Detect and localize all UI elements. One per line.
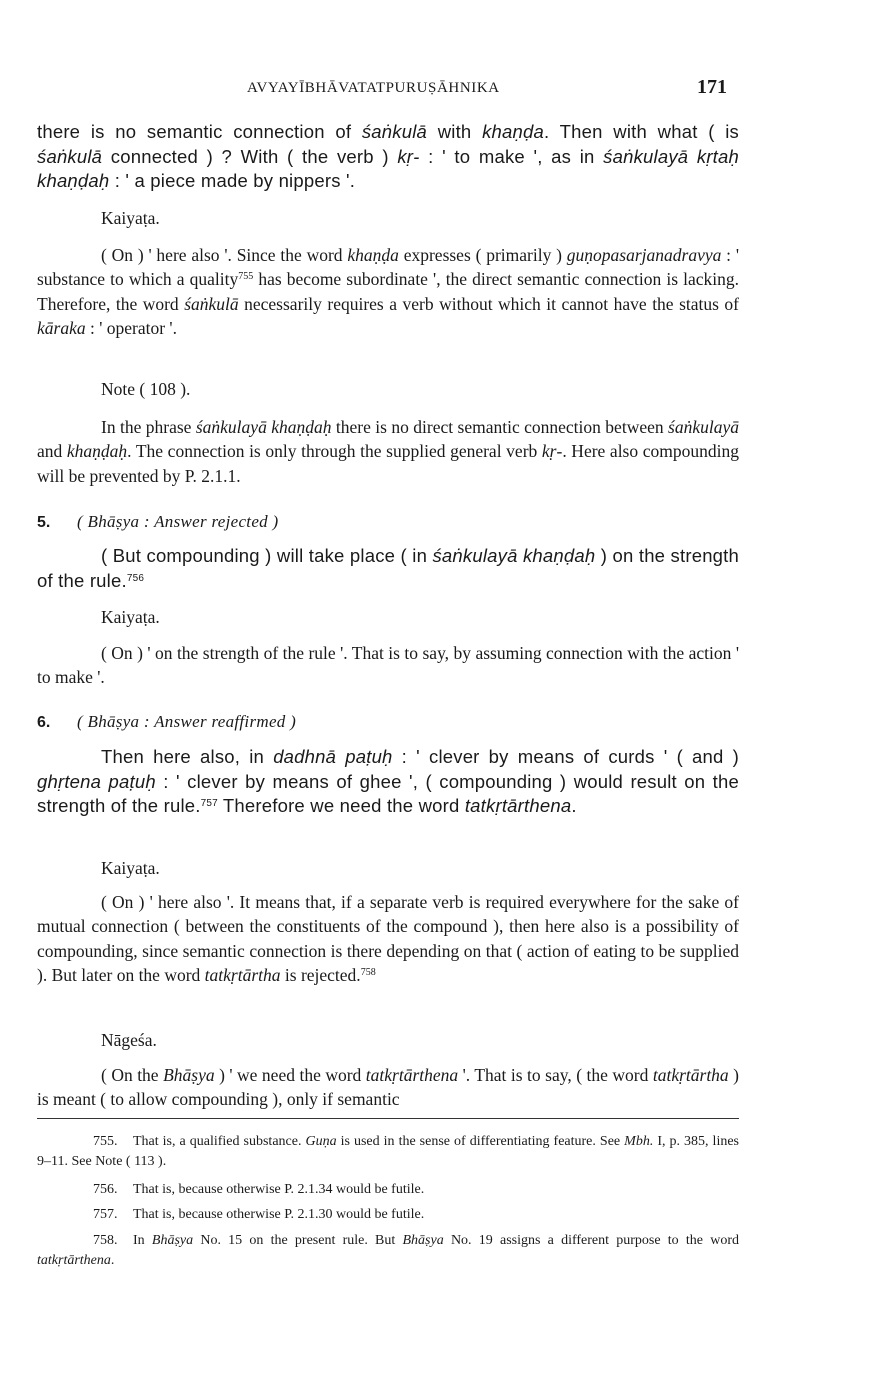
kaiyata-label: Kaiyaṭa.: [101, 858, 160, 878]
page-number: 171: [697, 76, 727, 98]
paragraph-kaiyata-1: ( On ) ' here also '. Since the word khaṇḍa expresses ( primarily ) guṇopasarjanadravya : ' substance to which a quality$^{755}$ has become subordinate ', the direct semantic connection is lacking. Therefore, the word śaṅkulā necessarily requires a verb without which it cannot have the status of kāraka : ' operator '.: [37, 245, 739, 338]
section-6-heading: 6. ( Bhāṣya : Answer reaffirmed ): [37, 712, 297, 731]
paragraph-note-108: In the phrase śaṅkulayā khaṇḍaḥ there is no direct semantic connection between śaṅkulayā and khaṇḍaḥ. The connection is only through the supplied general verb kṛ-. Here also compounding will be prevented by P. 2.1.1.: [37, 417, 739, 486]
paragraph-section-6: Then here also, in dadhnā paṭuḥ : ' clever by means of curds ' ( and ) ghṛtena paṭuḥ : ' clever by means of ghee ', ( compounding ) would result on the strength of the rule.$^{757}$ Therefore we need the word tatkṛtārthena.: [37, 746, 740, 816]
section-5-heading: 5. ( Bhāṣya : Answer rejected ): [37, 512, 279, 531]
paragraph-section-5: ( But compounding ) will take place ( in śaṅkulayā khaṇḍaḥ ) on the strength of the rule.$^{756}$: [37, 545, 739, 591]
paragraph-kaiyata-2: ( On ) ' on the strength of the rule '. That is to say, by assuming connection with the action ' to make '.: [37, 643, 739, 688]
kaiyata-label: Kaiyaṭa.: [101, 208, 160, 228]
footnote-755: 755. That is, a qualified substance. Guṇa is used in the sense of differentiating feature. See Mbh. I, p. 385, lines 9–11. See Note ( 113 ).: [37, 1134, 739, 1169]
page-header: [37, 76, 739, 102]
footnote-757: 757. That is, because otherwise P. 2.1.30 would be futile.: [93, 1207, 425, 1222]
paragraph-bhasya-continuation: there is no semantic connection of śaṅkulā with khaṇḍa. Then with what ( is śaṅkulā connected ) ? With ( the verb ) kṛ- : ' to make ', as in śaṅkulayā kṛtaḥ khaṇḍaḥ : ' a piece made by nippers '.: [37, 121, 740, 191]
running-head: AVYAYĪBHĀVATATPURUṢĀHNIKA: [247, 80, 500, 96]
footnote-756: 756. That is, because otherwise P. 2.1.34 would be futile.: [93, 1182, 425, 1197]
kaiyata-label: Kaiyaṭa.: [101, 607, 160, 627]
note-label: Note ( 108 ).: [101, 379, 191, 399]
paragraph-nagesa: ( On the Bhāṣya ) ' we need the word tatkṛtārthena '. That is to say, ( the word tatkṛtārtha ) is meant ( to allow compounding ), only if semantic: [37, 1065, 740, 1110]
footnote-separator: [37, 1118, 739, 1119]
footnote-758: 758. In Bhāṣya No. 15 on the present rule. But Bhāṣya No. 19 assigns a different purpose to the word tatkṛtārthena.: [37, 1233, 739, 1268]
paragraph-kaiyata-3: ( On ) ' here also '. It means that, if a separate verb is required everywhere for the sake of mutual connection ( between the constituents of the compound ), then here also is a possibility of compounding, since semantic connection is there depending on that ( action of eating to be supplied ). But later on the word tatkṛtārtha is rejected.$^{758}$: [37, 892, 739, 985]
nagesa-label: Nāgeśa.: [101, 1030, 157, 1050]
